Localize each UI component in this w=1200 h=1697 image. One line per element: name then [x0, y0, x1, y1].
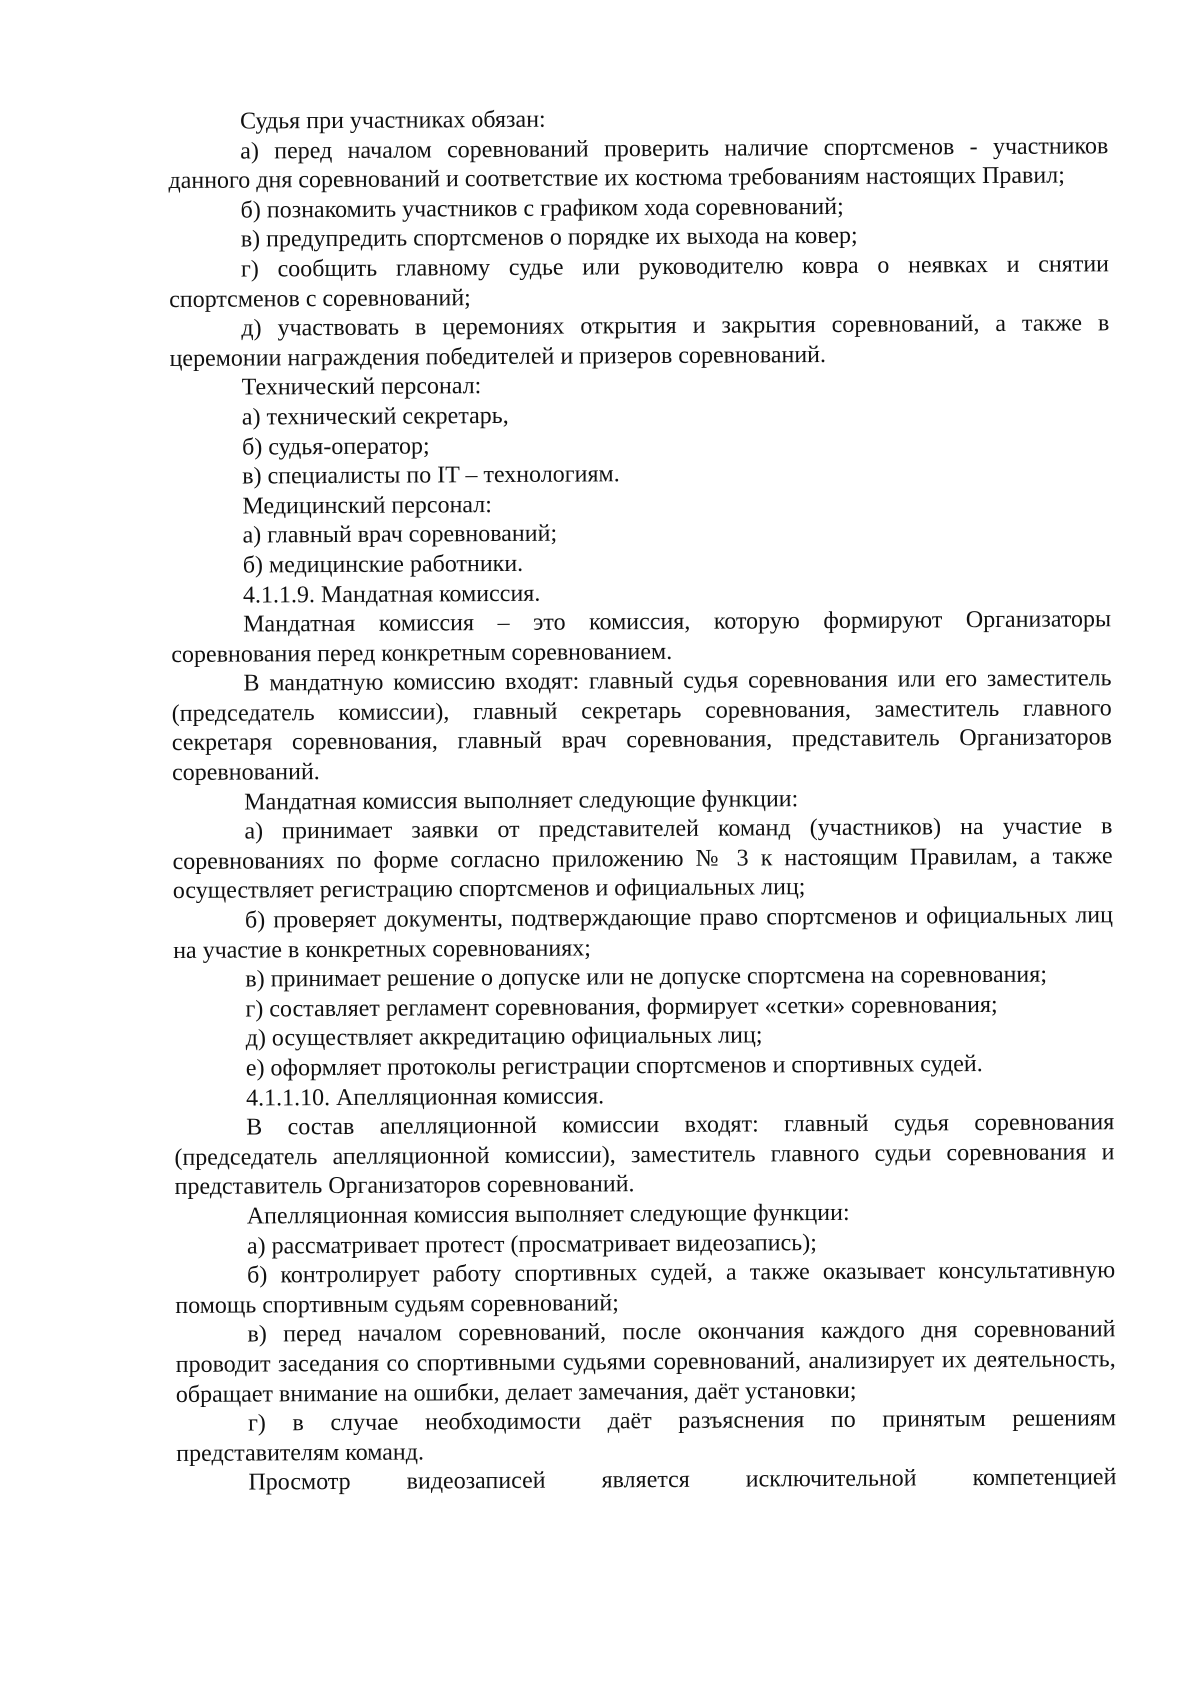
paragraph-mandate-function-d: д) осуществляет аккредитацию официальных лиц; — [245, 1022, 763, 1052]
paragraph-mandate-commission-definition: Мандатная комиссия – это комиссия, которую формируют Организаторы соревнования перед конкретным соревнованием. — [171, 606, 1112, 668]
paragraph-technical-staff-b: б) судья-оператор; — [241, 432, 430, 461]
paragraph-medical-staff-b: б) медицинские работники. — [242, 550, 524, 579]
paragraph-judge-duty-a: а) перед началом соревнований проверить наличие спортсменов - участников данного дня соревнований и соответствие их костюма требованиям настоящих Правил; — [168, 132, 1109, 195]
paragraph-mandate-functions-heading: Мандатная комиссия выполняет следующие функции: — [244, 785, 799, 816]
paragraph-medical-staff-heading: Медицинский персонал: — [242, 491, 492, 520]
paragraph-appeal-function-a: а) рассматривает протест (просматривает видеозапись); — [246, 1229, 817, 1260]
paragraph-appeal-function-g: г) в случае необходимости даёт разъяснения по принятым решениям представителям команд. — [176, 1405, 1117, 1467]
paragraph-mandate-function-g: г) составляет регламент соревнования, формирует «сетки» соревнования; — [245, 991, 998, 1023]
paragraph-mandate-commission-members: В мандатную комиссию входят: главный судья соревнования или его заместитель (председатель комиссии), главный секретарь соревнования, заместитель главного секретаря соревнования, главный врач соревнования, представитель Организаторов соревнований. — [171, 665, 1112, 787]
paragraph-appeal-function-v: в) перед началом соревнований, после окончания каждого дня соревнований проводит заседания со спортивными судьями соревнований, анализирует их деятельность, обращает внимание на ошибки, делает замечания, даёт установки; — [175, 1316, 1116, 1408]
paragraph-judge-duties-heading: Судья при участниках обязан: — [240, 106, 546, 135]
paragraph-mandate-function-e: е) оформляет протоколы регистрации спортсменов и спортивных судей. — [245, 1051, 983, 1082]
paragraph-judge-duty-b: б) познакомить участников с графиком хода соревнований; — [240, 193, 844, 224]
paragraph-technical-staff-a: а) технический секретарь, — [241, 402, 509, 431]
paragraph-judge-duty-g: г) сообщить главному судье или руководителю ковра о неявках и снятии спортсменов с соревнований; — [169, 251, 1110, 313]
paragraph-medical-staff-a: а) главный врач соревнований; — [242, 520, 558, 549]
paragraph-technical-staff-heading: Технический персонал: — [241, 373, 482, 401]
section-heading-4-1-1-9: 4.1.1.9. Мандатная комиссия. — [242, 580, 541, 609]
paragraph-mandate-function-v: в) принимает решение о допуске или не допуске спортсмена на соревнования; — [245, 961, 1048, 993]
paragraph-technical-staff-v: в) специалисты по IT – технологиям. — [242, 461, 620, 490]
paragraph-mandate-function-a: а) принимает заявки от представителей команд (участников) на участие в соревнованиях по форме согласно приложению № 3 к настоящим Правилам, а также осуществляет регистрацию спортсменов и официальных лиц; — [172, 813, 1113, 905]
document-page — [168, 102, 1116, 1499]
paragraph-appeal-commission-members: В состав апелляционной комиссии входят: главный судья соревнования (председатель апелляционной комиссии), заместитель главного судьи соревнования и представитель Организаторов соревнований. — [174, 1109, 1115, 1201]
paragraph-judge-duty-d: д) участвовать в церемониях открытия и закрытия соревнований, а также в церемонии награждения победителей и призеров соревнований. — [169, 310, 1110, 372]
paragraph-mandate-function-b: б) проверяет документы, подтверждающие право спортсменов и официальных лиц на участие в конкретных соревнованиях; — [173, 902, 1114, 964]
section-heading-4-1-1-10: 4.1.1.10. Апелляционная комиссия. — [245, 1082, 605, 1112]
paragraph-judge-duty-v: в) предупредить спортсменов о порядке их выхода на ковер; — [240, 223, 858, 253]
paragraph-appeal-functions-heading: Апелляционная комиссия выполняет следующие функции: — [246, 1199, 850, 1230]
paragraph-appeal-function-b: б) контролирует работу спортивных судей, а также оказывает консультативную помощь спортивным судьям соревнований; — [175, 1257, 1116, 1319]
paragraph-video-review: Просмотр видеозаписей является исключительной компетенцией — [248, 1464, 1117, 1496]
